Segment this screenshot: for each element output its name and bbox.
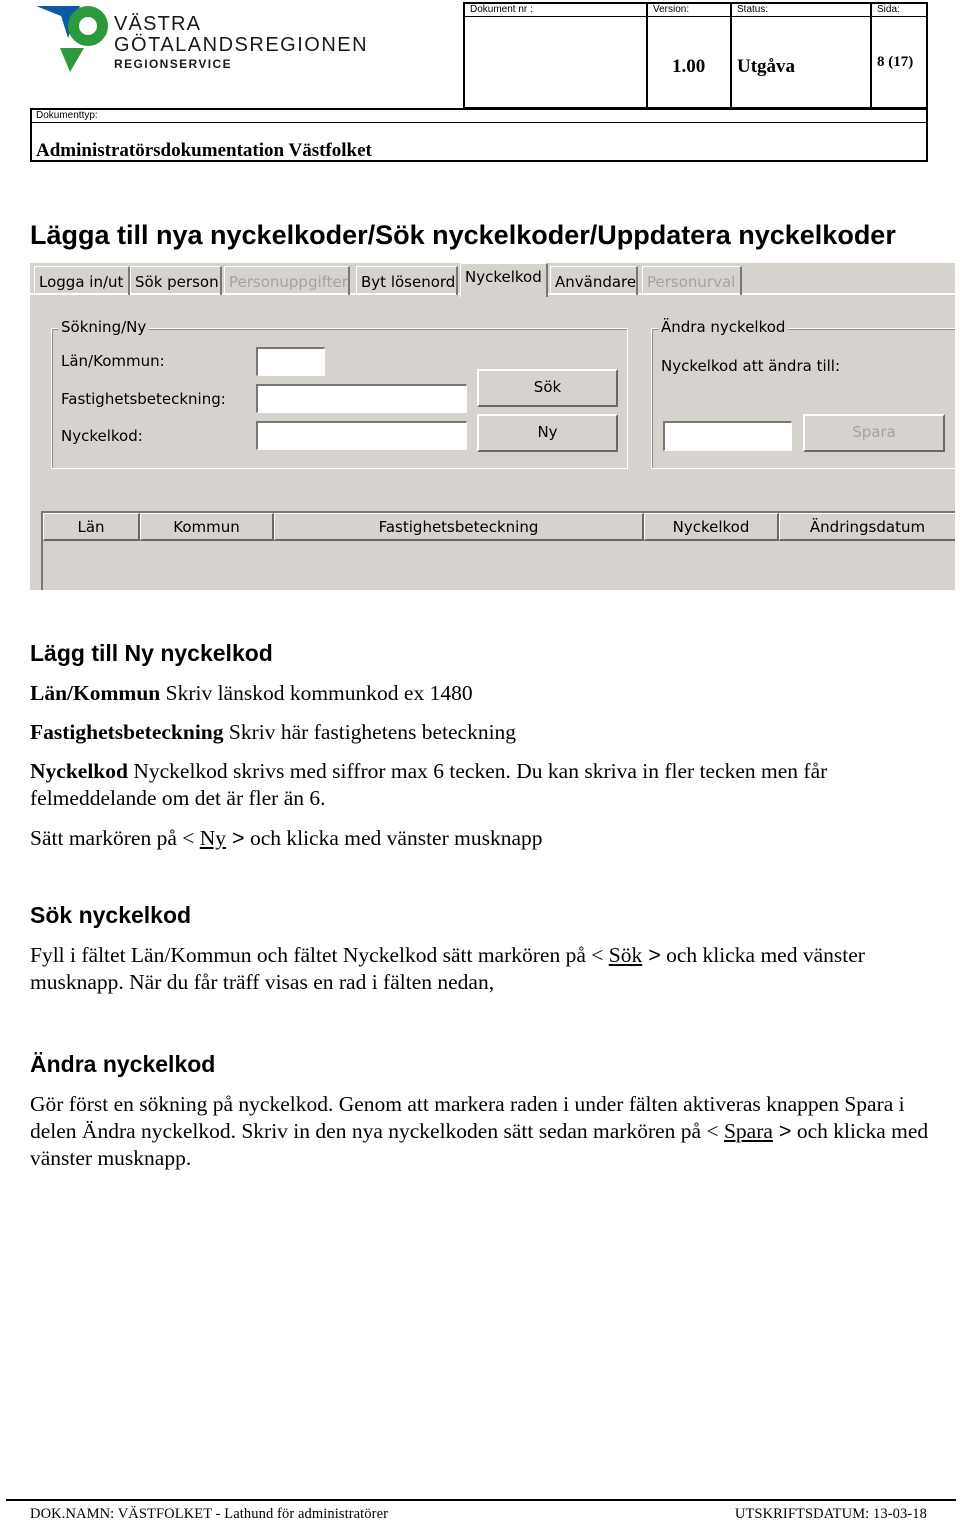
col-fastighetsbeteckning[interactable]: Fastighetsbeteckning: [274, 513, 644, 541]
fastighet-label: Fastighetsbeteckning:: [61, 390, 226, 408]
ny-button[interactable]: Ny: [477, 414, 618, 452]
col-kommun[interactable]: Kommun: [140, 513, 274, 541]
spara-link: Spara: [723, 1119, 773, 1143]
section-title: Lägga till nya nyckelkoder/Sök nyckelkoder/Uppdatera nyckelkoder: [30, 220, 896, 250]
sok-button[interactable]: Sök: [477, 369, 618, 407]
header-divider-2: [730, 2, 732, 109]
term-fastighet: Fastighetsbeteckning: [30, 720, 224, 744]
tab-sok-person[interactable]: Sök person: [130, 266, 222, 295]
col-lan[interactable]: Län: [43, 513, 140, 541]
andra-gt: >: [772, 1119, 792, 1143]
tab-logga-in-ut[interactable]: Logga in/ut: [34, 266, 130, 295]
ny-link: Ny: [199, 826, 227, 850]
header-divider-3: [870, 2, 872, 109]
sok-link: Sök: [608, 943, 643, 967]
tab-personurval[interactable]: Personurval: [642, 266, 742, 295]
dokumenttyp-label: Dokumenttyp:: [36, 110, 98, 121]
ny-instruction-pre: Sätt markören på <: [30, 826, 200, 850]
lan-kommun-input[interactable]: [256, 347, 325, 376]
andra-post: och klicka med vänster musknapp.: [30, 1119, 929, 1170]
desc-lan-kommun: Skriv länskod kommunkod ex 1480: [160, 681, 473, 705]
status-label: Status:: [737, 4, 769, 15]
tab-byt-losenord[interactable]: Byt lösenord: [356, 266, 458, 295]
new-nyckelkod-input[interactable]: [663, 421, 792, 451]
page-number: 8 (17): [877, 54, 914, 70]
change-prompt: Nyckelkod att ändra till:: [661, 357, 841, 375]
header-divider-1: [646, 2, 648, 109]
ny-gt: >: [226, 826, 245, 850]
org-name-line3: REGIONSERVICE: [114, 57, 233, 71]
sida-label: Sida:: [877, 4, 900, 15]
footer-rule: [6, 1499, 956, 1501]
result-grid[interactable]: [41, 511, 955, 590]
tab-nyckelkod[interactable]: Nyckelkod: [460, 263, 548, 297]
tab-bar: [30, 263, 955, 295]
desc-nyckelkod: Nyckelkod skrivs med siffror max 6 tecken. Du kan skriva in fler tecken men får felmeddelande om det är fler än 6.: [30, 759, 828, 810]
heading-sok-nyckelkod: Sök nyckelkod: [30, 902, 192, 928]
desc-fastighet: Skriv här fastighetens beteckning: [223, 720, 517, 744]
para-andra: [30, 1091, 955, 1172]
ny-instruction-post: och klicka med vänster musknapp: [244, 826, 543, 850]
footer-print-date: UTSKRIFTSDATUM: 13-03-18: [734, 1506, 927, 1522]
footer-docname: DOK.NAMN: VÄSTFOLKET - Lathund för administratörer: [30, 1506, 389, 1522]
version-label: Version:: [653, 4, 690, 15]
lan-kommun-label: Län/Kommun:: [61, 352, 165, 370]
version-value: 1.00: [672, 56, 706, 77]
para-fastighet: [30, 719, 955, 746]
nyckelkod-label: Nyckelkod:: [61, 427, 143, 445]
andra-pre: Gör först en sökning på nyckelkod. Genom att markera raden i under fälten aktiveras knappen Spara i delen Ändra nyckelkod. Skriv in den nya nyckelkoden sätt sedan markören på <: [30, 1092, 905, 1143]
vgr-logo: [34, 4, 374, 74]
header-label-row: [463, 16, 928, 17]
sok-post: och klicka med vänster musknapp. När du får träff visas en rad i fälten nedan,: [30, 943, 865, 994]
dokumenttyp-divider: [30, 122, 928, 123]
document-title: Administratörsdokumentation Västfolket: [36, 140, 372, 161]
col-andringsdatum[interactable]: Ändringsdatum: [779, 513, 955, 541]
fastighet-input[interactable]: [256, 384, 467, 413]
vgr-logo-icon: [34, 4, 116, 74]
tab-anvandare[interactable]: Användare: [550, 266, 638, 295]
sok-pre: Fyll i fältet Län/Kommun och fältet Nyckelkod sätt markören på <: [30, 943, 609, 967]
term-nyckelkod: Nyckelkod: [30, 759, 128, 783]
col-nyckelkod[interactable]: Nyckelkod: [644, 513, 779, 541]
tab-personuppgifter[interactable]: Personuppgifter: [224, 266, 350, 295]
org-name-line2: GÖTALANDSREGIONEN: [114, 34, 369, 56]
heading-andra-nyckelkod: Ändra nyckelkod: [30, 1051, 216, 1077]
nyckelkod-screenshot: [30, 263, 955, 590]
term-lan-kommun: Län/Kommun: [30, 681, 161, 705]
para-sok: [30, 942, 955, 996]
spara-button[interactable]: Spara: [803, 414, 945, 452]
org-name-line1: VÄSTRA: [114, 13, 202, 35]
nyckelkod-input[interactable]: [256, 421, 467, 450]
para-ny-instruction: [30, 825, 955, 852]
para-lan-kommun: [30, 680, 955, 707]
dokument-nr-label: Dokument nr :: [470, 4, 533, 15]
sok-gt: >: [642, 943, 661, 967]
search-group-title: Sökning/Ny: [58, 318, 149, 336]
change-group-title: Ändra nyckelkod: [658, 318, 788, 336]
heading-lagg-till-ny: Lägg till Ny nyckelkod: [30, 640, 273, 666]
status-value: Utgåva: [737, 56, 796, 77]
para-nyckelkod: [30, 758, 955, 812]
